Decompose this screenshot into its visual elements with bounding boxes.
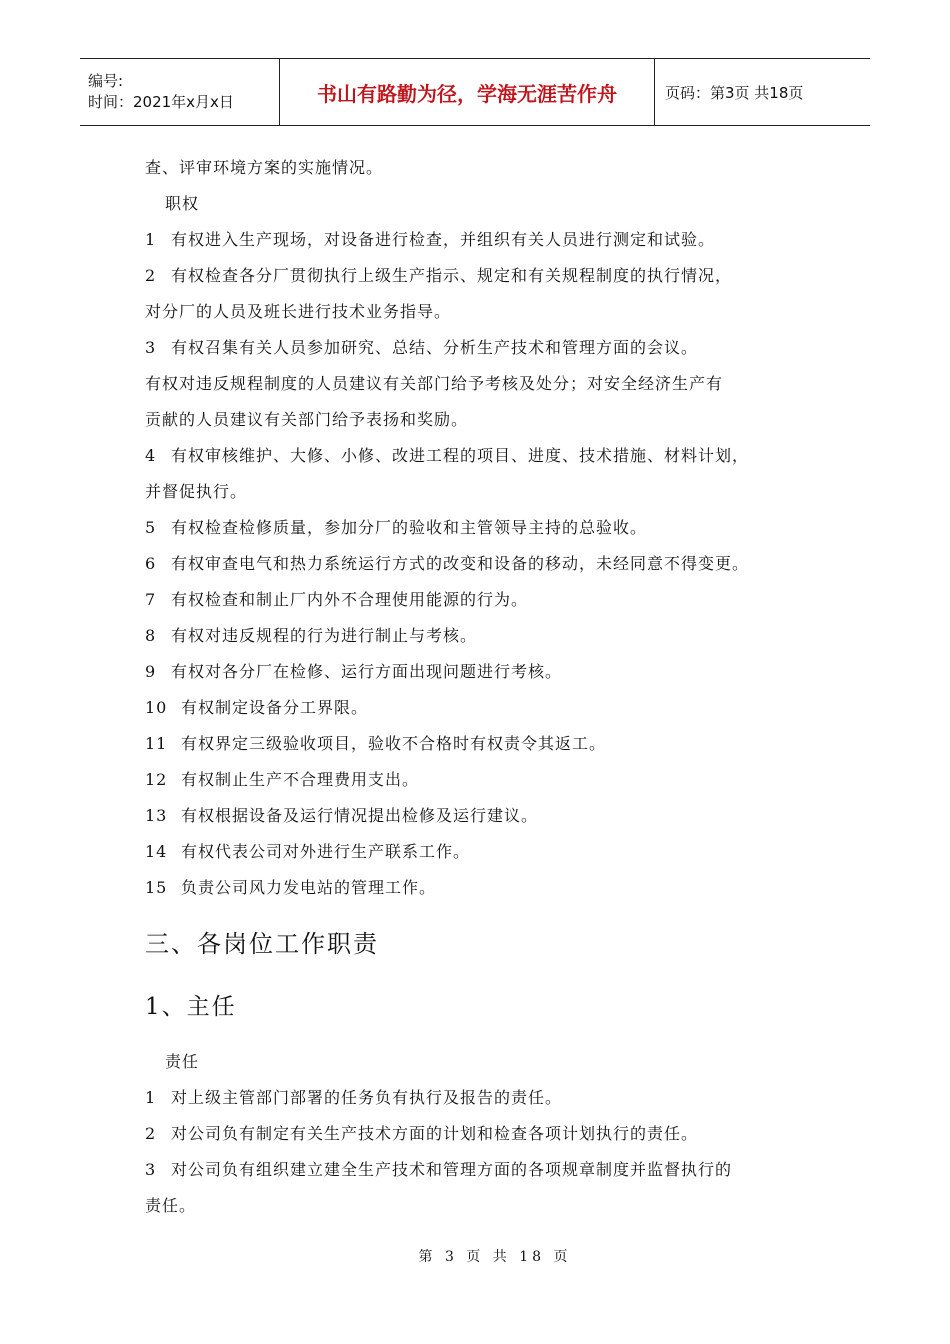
header-page-info: 页码：第3页 共18页 [665, 83, 804, 102]
item-text: 有权审查电气和热力系统运行方式的改变和设备的移动，未经同意不得变更。 [171, 554, 750, 573]
header-motto: 书山有路勤为径，学海无涯苦作舟 [317, 81, 617, 106]
list-item [145, 1188, 825, 1224]
list-item [145, 474, 825, 510]
item-text: 对公司负有制定有关生产技术方面的计划和检查各项计划执行的责任。 [171, 1124, 699, 1143]
item-number: 3 [145, 1160, 157, 1179]
page-footer: 第 3 页 共 18 页 [418, 1249, 572, 1265]
section-label-responsibility: 责任 [165, 1052, 200, 1071]
item-text: 有权代表公司对外进行生产联系工作。 [181, 842, 471, 861]
list-item [145, 1080, 825, 1116]
item-number: 13 [145, 806, 168, 825]
item-number: 4 [145, 446, 157, 465]
item-text: 有权对各分厂在检修、运行方面出现问题进行考核。 [171, 662, 563, 681]
section-label-authority: 职权 [165, 194, 200, 213]
item-text: 有权根据设备及运行情况提出检修及运行建议。 [181, 806, 539, 825]
item-number: 7 [145, 590, 157, 609]
list-item [145, 402, 825, 438]
item-number: 8 [145, 626, 157, 645]
item-text: 对上级主管部门部署的任务负有执行及报告的责任。 [171, 1088, 563, 1107]
list-item [145, 690, 825, 726]
item-text: 贡献的人员建议有关部门给予表扬和奖励。 [145, 410, 469, 429]
item-number: 6 [145, 554, 157, 573]
list-item [145, 582, 825, 618]
list-item [145, 1116, 825, 1152]
item-text: 负责公司风力发电站的管理工作。 [181, 878, 437, 897]
header-motto-cell [280, 59, 655, 125]
item-text: 有权制定设备分工界限。 [181, 698, 369, 717]
item-number: 1 [145, 230, 157, 249]
list-item [145, 546, 825, 582]
list-item [145, 834, 825, 870]
list-item [145, 798, 825, 834]
list-item [145, 1152, 825, 1188]
heading-director: 1、主任 [145, 994, 237, 1020]
list-item [145, 330, 825, 366]
responsibility-list [145, 1080, 825, 1224]
list-item [145, 726, 825, 762]
item-text: 有权界定三级验收项目，验收不合格时有权责令其返工。 [181, 734, 607, 753]
item-text: 对分厂的人员及班长进行技术业务指导。 [145, 302, 452, 321]
item-text: 并督促执行。 [145, 482, 248, 501]
item-number: 11 [145, 734, 168, 753]
header-page-cell [655, 59, 870, 125]
item-number: 2 [145, 1124, 157, 1143]
heading-section-three: 三、各岗位工作职责 [145, 930, 379, 958]
item-text: 有权制止生产不合理费用支出。 [181, 770, 420, 789]
item-number: 10 [145, 698, 168, 717]
list-item [145, 618, 825, 654]
item-number: 12 [145, 770, 168, 789]
item-text: 对公司负有组织建立建全生产技术和管理方面的各项规章制度并监督执行的 [171, 1160, 733, 1179]
item-text: 有权检查各分厂贯彻执行上级生产指示、规定和有关规程制度的执行情况， [171, 266, 733, 285]
item-text: 责任。 [145, 1196, 197, 1215]
page-header [80, 58, 870, 126]
list-item [145, 294, 825, 330]
item-number: 1 [145, 1088, 157, 1107]
item-number: 3 [145, 338, 157, 357]
list-item [145, 762, 825, 798]
item-text: 有权审核维护、大修、小修、改进工程的项目、进度、技术措施、材料计划， [171, 446, 750, 465]
list-item [145, 366, 825, 402]
list-item [145, 222, 825, 258]
document-body [145, 150, 825, 1224]
item-number: 9 [145, 662, 157, 681]
item-text: 有权对违反规程的行为进行制止与考核。 [171, 626, 478, 645]
item-text: 有权对违反规程制度的人员建议有关部门给予考核及处分；对安全经济生产有 [145, 374, 724, 393]
list-item [145, 258, 825, 294]
item-text: 有权进入生产现场，对设备进行检查，并组织有关人员进行测定和试验。 [171, 230, 716, 249]
header-left-cell [80, 59, 280, 125]
item-number: 2 [145, 266, 157, 285]
item-text: 有权检查和制止厂内外不合理使用能源的行为。 [171, 590, 529, 609]
item-text: 有权检查检修质量，参加分厂的验收和主管领导主持的总验收。 [171, 518, 648, 537]
code-label: 编号: [88, 72, 124, 90]
list-item [145, 870, 825, 906]
item-number: 5 [145, 518, 157, 537]
list-item [145, 438, 825, 474]
list-item [145, 510, 825, 546]
item-number: 14 [145, 842, 168, 861]
list-item [145, 654, 825, 690]
time-label: 时间：2021年x月x日 [88, 93, 234, 111]
item-text: 有权召集有关人员参加研究、总结、分析生产技术和管理方面的会议。 [171, 338, 699, 357]
authority-list [145, 222, 825, 906]
item-number: 15 [145, 878, 168, 897]
continuation-line: 查、评审环境方案的实施情况。 [145, 158, 384, 177]
